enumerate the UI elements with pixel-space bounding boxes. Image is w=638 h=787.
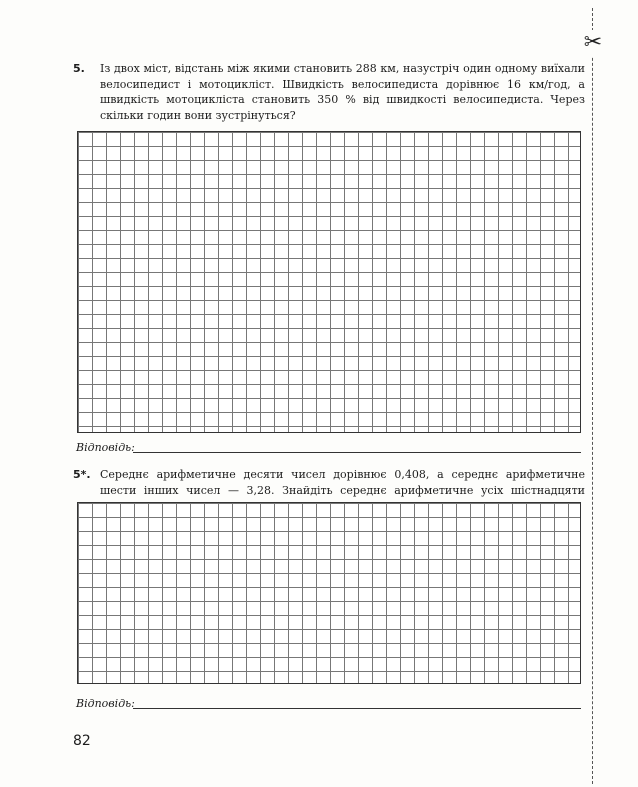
task-5-star-answer-label: Відповідь: bbox=[76, 697, 135, 710]
cut-line bbox=[592, 8, 593, 784]
task-5-number: 5. bbox=[73, 62, 85, 75]
task-5-star-text: Середнє арифметичне десяти чисел дорівнює 0,408, а середнє арифметичне шести інших чисел — 3,28. Знайдіть середнє арифметичне усіх шістнадцяти bbox=[100, 468, 585, 497]
task-5-star-answer-line[interactable] bbox=[133, 708, 581, 709]
task-5-star-answer-grid[interactable] bbox=[77, 502, 581, 684]
scissors-icon: ✂ bbox=[580, 30, 606, 56]
task-5-star-number: 5*. bbox=[73, 468, 91, 481]
task-5-answer bbox=[76, 440, 581, 456]
task-5 bbox=[73, 61, 585, 123]
task-5-text: Із двох міст, відстань між якими становить 288 км, назустріч один одному виїхали велосипедист і мотоцикліст. Швидкість велосипедиста дорівнює 16 км/год, а швидкість мотоцикліста становить 350 % від швидкості велосипедиста. Через скільки годин вони зустрінуться? bbox=[100, 62, 585, 122]
task-5-answer-label: Відповідь: bbox=[76, 441, 135, 454]
task-5-answer-line[interactable] bbox=[133, 452, 581, 453]
task-5-star-answer bbox=[76, 696, 581, 712]
task-5-answer-grid[interactable] bbox=[77, 131, 581, 433]
page-number: 82 bbox=[73, 733, 91, 749]
